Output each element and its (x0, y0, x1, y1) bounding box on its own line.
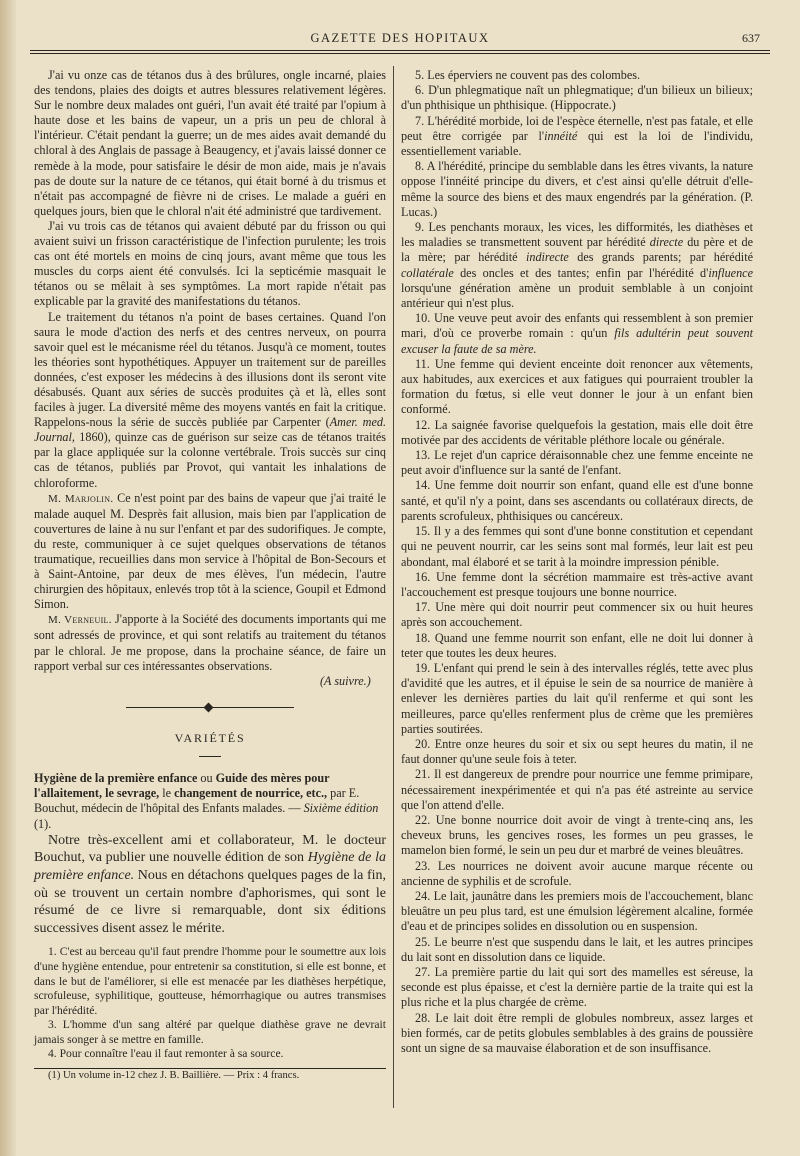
aphorism: 5. Les éperviers ne couvent pas des colombes. (415, 68, 641, 82)
aphorism: 13. Le rejet d'un caprice déraisonnable chez une femme enceinte ne peut avoir d'influence sur la santé de l'enfant. (401, 448, 753, 478)
text: J'apporte à la Société des documents importants qui me sont adressés de province, et qui sont relatifs au traitement du tétanos par le chloral. Je me propose, dans la prochaine séance, de faire un rapport verbal sur ces intéressantes observations. (34, 612, 387, 673)
page-number: 637 (742, 31, 760, 45)
aphorism: 3. L'homme d'un sang altéré par quelque diathèse grave ne devrait jamais songer à se mettre en famille. (34, 1018, 386, 1046)
aphorism: 10. Une veuve peut avoir des enfants qui ressemblent à son premier mari, d'où ce proverbe romain : qu'un fils adultérin peut souvent excuser la faute de sa mère. (401, 311, 753, 356)
paragraph: J'ai vu trois cas de tétanos qui avaient débuté par du frisson ou qui avaient suivi un frisson caractéristique de l'infection purulente; les trois cas ont été mortels en moins de cinq jours, avant même que tous les muscles du corps aient été convulsés. Ici la septicémie masquait le tétanos ou se mêlait à ses symptômes. La mort rapide n'était pas explicable par la gravité des manifestations du tétanos. (34, 218, 386, 309)
speaker-name: M. Verneuil. (48, 614, 112, 627)
text: 1860), quinze cas de guérison sur seize cas de tétanos traités par la glace appliquée sur la colonne vertébrale. Trois succès sur cinq cas de tétanos, publiés par Provot, qui vantait les inhalations de chloroforme. (34, 430, 386, 490)
column-divider (393, 66, 394, 1108)
aphorism: 6. D'un phlegmatique naît un phlegmatique; d'un bilieux un bilieux; d'un phthisique un phthisique. (Hippocrate.) (401, 83, 753, 113)
aphorism: 14. Une femme doit nourrir son enfant, quand elle est d'une bonne santé, et qu'il n'y a point, dans ses ascendants ou collatéraux directs, de parents scrofuleux, phthisiques ou cancéreux. (401, 478, 753, 523)
aphorism: 19. L'enfant qui prend le sein à des intervalles réglés, tette avec plus d'avidité que les autres, et il épuise le sein de sa nourrice de manière à enlever les dernières parties du lait qu'il renferme et qui sont les meilleures, parce qu'elles renferment plus de crème que les premières parties soutirées. (401, 660, 753, 736)
aphorism: 8. A l'hérédité, principe du semblable dans les êtres vivants, la nature oppose l'innéité principe du divers, et c'est ainsi qu'elle détruit d'elle-même la source des biens et des maux engendrés par la génération. (P. Lucas.) (401, 159, 753, 219)
section-title: VARIÉTÉS (174, 730, 246, 745)
short-rule (199, 756, 221, 757)
paragraph (34, 612, 386, 673)
header-rule (30, 50, 770, 51)
page-header (30, 28, 770, 54)
aphorism: 4. Pour connaître l'eau il faut remonter à sa source. (48, 1047, 284, 1061)
aphorism: 16. Une femme dont la sécrétion mammaire est très-active avant l'accouchement est presque toujours une bonne nourrice. (401, 569, 753, 599)
aphorism: 22. Une bonne nourrice doit avoir de vingt à trente-cinq ans, les cheveux bruns, les gencives roses, les formes un peu grasses, le mamelon bien formé, le sein un peu dur et marbré de veines bleuâtres. (401, 812, 753, 858)
speaker-name: M. Marjolin. (48, 492, 114, 505)
footnote: (1) Un volume in-12 chez J. B. Baillière. — Prix : 4 francs. (48, 1070, 300, 1082)
aphorism: 27. La première partie du lait qui sort des mamelles est séreuse, la seconde est plus épaisse, et c'est la dernière partie de la traite qui est la plus riche et la plus chargée de crème. (401, 964, 753, 1010)
aphorism: 28. Le lait doit être rempli de globules nombreux, assez larges et bien formés, car de petits globules semblables à des grains de poussière sont un signe de sa mauvaise élaboration et de son insuffisance. (401, 1010, 753, 1055)
aphorism: 9. Les penchants moraux, les vices, les difformités, les diathèses et les maladies se transmettent souvent par hérédité directe du père et de la mère; par hérédité indirecte des grands parents; par hérédité collatérale des oncles et des tantes; enfin par l'hérédité d'influence lorsqu'une génération amène un produit semblable à un conjoint antérieur qui n'est plus. (401, 220, 753, 311)
diamond-ornament-icon (204, 702, 214, 712)
ornament-divider (34, 699, 386, 717)
left-column (34, 68, 386, 1082)
aphorism: 17. Une mère qui doit nourrir peut commencer six ou huit heures après son accouchement. (401, 600, 753, 630)
aphorism: 21. Il est dangereux de prendre pour nourrice une femme primipare, nécessairement inexpérimentée et qui n'a pas été astreinte au service que l'on attend d'elle. (401, 767, 753, 812)
paragraph: J'ai vu onze cas de tétanos dus à des brûlures, ongle incarné, plaies des tendons, plaies des doigts et autres blessures relativement légères. Sur le nombre deux malades ont guéri, l'un avait été traité par l'opium à haute dose et les bains de vapeur, un a pris un peu de chloral à l'intérieur. C'était pendant la guerre; un de mes aides avait demandé du chloral à des Anglais de passage à Beaugency, et j'avais laissé donner ce remède à la mode, pour satisfaire le désir de mon aide, mais je n'avais pas de doute sur la nature de ce tétanos, qui était borné à du trismus et n'était pas accompagné de fièvre ni de crises. Le malade a guéri en quelques jours, bien que le chloral n'ait été administré que tardivement. (34, 68, 386, 218)
journal-title: Amer. med. Journal, (34, 415, 386, 445)
aphorism: 11. Une femme qui devient enceinte doit renoncer aux vêtements, aux habitudes, aux exercices et aux fatigues qui pourraient troubler la formation du fœtus, si elle veut donner le jour à un enfant bien conformé. (401, 356, 753, 417)
header-rule-thin (30, 53, 770, 54)
aphorism: 7. L'hérédité morbide, loi de l'espèce éternelle, n'est pas fatale, et elle peut être corrigée par l'innéité qui est la loi de l'individu, essentiellement variable. (401, 113, 753, 159)
aphorism: 23. Les nourrices ne doivent avoir aucune marque récente ou ancienne de syphilis et de scrofule. (401, 858, 753, 888)
aphorism: 25. Le beurre n'est que suspendu dans le lait, et les autres principes du lait sont en dissolution dans ce liquide. (401, 934, 753, 964)
text: Le traitement du tétanos n'a point de bases certaines. Quand l'on saura le mode d'action des nerfs et des centres nerveux, on pourra savoir quel est le mécanisme réel du tétanos. Jusqu'à ce moment, toutes les théories sont hypothétiques. Appuyer un traitement sur de pareilles données, c'est exposer les médecins à des illusions dont ils seront vite désabusés. Quant aux séries de succès produites çà et là, elles sont faciles à juger. La diversité même des moyens vantés en fait la critique. Rappelons-nous la série de succès publiée par Carpenter ( (34, 309, 386, 430)
paragraph (34, 491, 386, 613)
intro-paragraph: Notre très-excellent ami et collaborateur, M. le docteur Bouchut, va publier une nouvelle édition de son Hygiène de la première enfance. Nous en détachons quelques pages de la fin, où se trouvent un certain nombre d'aphorismes, qui sont le résumé de ce livre si remarquable, dont six éditions successives disent assez le mérite. (34, 832, 387, 936)
header-title: GAZETTE DES HOPITAUX (310, 31, 490, 45)
aphorism: 12. La saignée favorise quelquefois la gestation, mais elle doit être motivée par des accidents de véritable pléthore locale ou générale. (401, 417, 753, 447)
aphorism: 15. Il y a des femmes qui sont d'une bonne constitution et cependant qui ne peuvent nourrir, car les seins sont mal formés, leur lait est peu abondant, mal élaboré et se tarit à la moindre impression pénible. (401, 524, 753, 569)
paragraph (34, 310, 386, 491)
aphorism-list (34, 945, 386, 1062)
text: Ce n'est point par des bains de vapeur que j'ai traité le malade auquel M. Desprès fait allusion, mais bien par l'application de couvertures de laine à nu sur l'enfant et par des sudorifiques. Je compte, du reste, communiquer à ce sujet quelques observations de tétanos traumatique, recueillies dans mon service à l'hôpital de Bon-Secours et à Saint-Antoine, par deux de mes élèves, l'un médecin, l'autre chirurgien des hôpitaux, enlevés trop tôt à la science, Goupil et Edmond Simon. (34, 490, 387, 612)
aphorism: 1. C'est au berceau qu'il faut prendre l'homme pour le soumettre aux lois d'une hygiène entendue, pour entretenir sa constitution, si elle est bonne, et dans le but de l'améliorer, si elle est menacée par les diathèses herpétique, scrofuleuse, syphilitique, goutteuse, hémorrhagique ou autres transmises par l'hérédité. (34, 945, 386, 1017)
aphorism: 18. Quand une femme nourrit son enfant, elle ne doit lui donner à teter que toutes les deux heures. (401, 630, 753, 660)
page-edge-shadow (0, 0, 16, 1156)
aphorism: 24. Le lait, jaunâtre dans les premiers mois de l'accouchement, blanc bleuâtre un peu plus tard, est une émulsion légèrement alcaline, formée d'eau et de principes solides en dissolution ou en suspension. (401, 888, 753, 934)
book-reference: Hygiène de la première enfance ou Guide des mères pour l'allaitement, le sevrage, le changement de nourrice, etc., par E. Bouchut, médecin de l'hôpital des Enfants malades. — Sixième édition (1). (34, 770, 379, 831)
right-column (401, 68, 753, 1056)
aphorism: 20. Entre onze heures du soir et six ou sept heures du matin, il ne faut donner qu'une seule fois à teter. (401, 736, 753, 767)
to-be-continued: (A suivre.) (319, 673, 371, 688)
